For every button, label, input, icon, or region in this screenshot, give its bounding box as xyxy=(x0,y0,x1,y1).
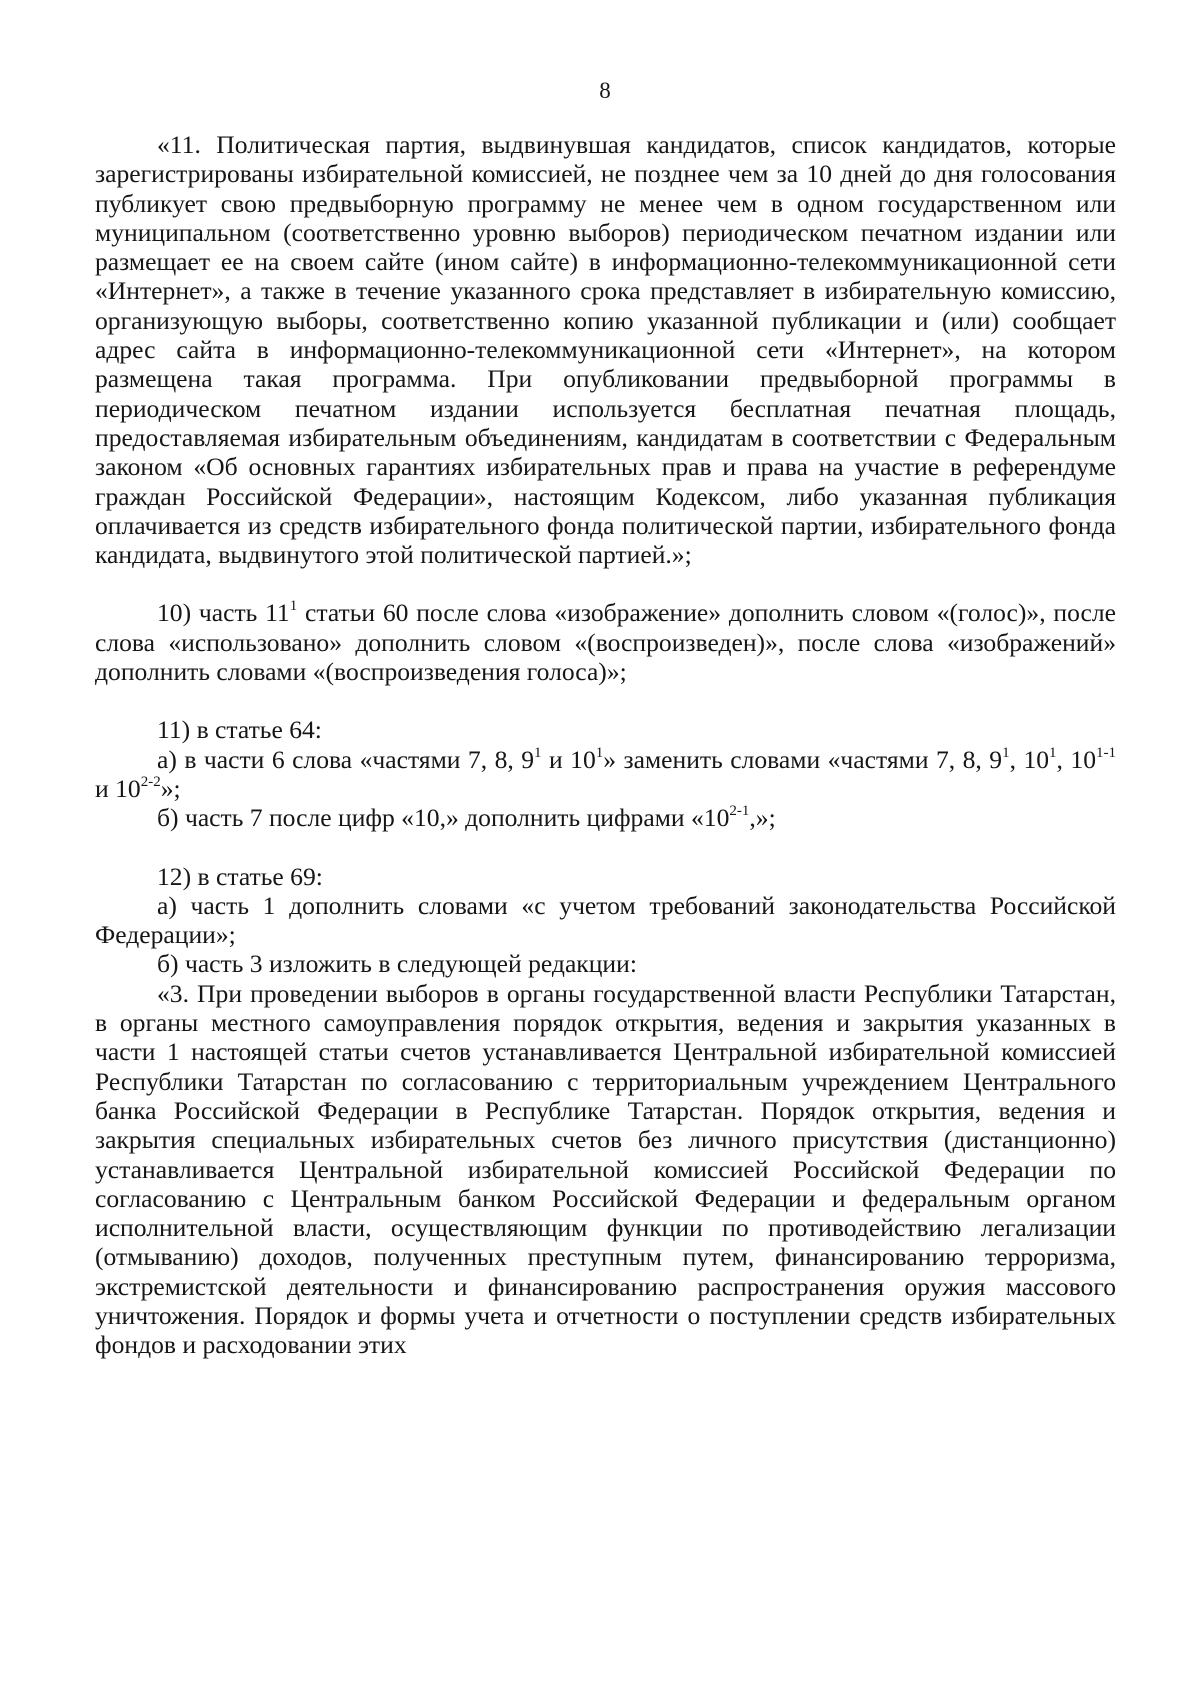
text-run: , 10 xyxy=(1009,744,1050,774)
text-run: и 10 xyxy=(95,773,141,803)
superscript: 1 xyxy=(289,598,298,615)
text-run: и 10 xyxy=(541,744,596,774)
paragraph-item-11-b xyxy=(95,803,1116,832)
paragraph-item-12: 12) в статье 69: xyxy=(157,861,323,891)
text-run: 10) часть 11 xyxy=(157,598,290,628)
text-run: статьи 60 после слова «изображение» дополнить словом «(голос)», после слова «использовано» дополнить словом «(воспроизведен)», после слова «изображений» дополнить словами «(воспроизведения голоса)»; xyxy=(95,598,1116,687)
superscript: 2-2 xyxy=(140,773,161,790)
text-run: » заменить словами «частями 7, 8, 9 xyxy=(603,744,1003,774)
text-run: , 10 xyxy=(1056,744,1096,774)
paragraph-item-11-a xyxy=(95,745,1116,804)
superscript: 1 xyxy=(1002,744,1010,761)
superscript: 1 xyxy=(534,744,542,761)
page-number: 8 xyxy=(599,78,611,103)
superscript: 1-1 xyxy=(1096,744,1116,761)
superscript: 1 xyxy=(1049,744,1057,761)
paragraph-item-10 xyxy=(95,598,1116,686)
paragraph-item-12-b: б) часть 3 изложить в следующей редакции: xyxy=(157,949,637,979)
text-run: а) в части 6 слова «частями 7, 8, 9 xyxy=(157,744,535,774)
text-run: ,»; xyxy=(749,803,776,833)
text-run: б) часть 7 после цифр «10,» дополнить цифрами «10 xyxy=(157,803,730,833)
paragraph-article-3-quote: «3. При проведении выборов в органы государственной власти Республики Татарстан, в органы местного самоуправления порядок открытия, ведения и закрытия указанных в части 1 настоящей статьи счетов устанавливается Центральной избирательной комиссией Республики Татарстан по согласованию с территориальным учреждением Центрального банка Российской Федерации в Республике Татарстан. Порядок открытия, ведения и закрытия специальных избирательных счетов без личного присутствия (дистанционно) устанавливается Центральной избирательной комиссией Российской Федерации по согласованию с Центральным банком Российской Федерации и федеральным органом исполнительной власти, осуществляющим функции по противодействию легализации (отмыванию) доходов, полученных преступным путем, финансированию терроризма, экстремистской деятельности и финансированию распространения оружия массового уничтожения. Порядок и формы учета и отчетности о поступлении средств избирательных фондов и расходовании этих xyxy=(95,978,1116,1360)
superscript: 2-1 xyxy=(729,803,750,820)
document-body xyxy=(95,130,1116,1360)
text-run: »; xyxy=(160,773,181,803)
paragraph-item-12-a: а) часть 1 дополнить словами «с учетом требований законодательства Российской Федерации»; xyxy=(95,890,1116,950)
paragraph-article-11-quote: «11. Политическая партия, выдвинувшая кандидатов, список кандидатов, которые зарегистрированы избирательной комиссией, не позднее чем за 10 дней до дня голосования публикует свою предвыборную программу не менее чем в одном государственном или муниципальном (соответственно уровню выборов) периодическом печатном издании или размещает ее на своем сайте (ином сайте) в информационно-телекоммуникационной сети «Интернет», а также в течение указанного срока представляет в избирательную комиссию, организующую выборы, соответственно копию указанной публикации и (или) сообщает адрес сайта в информационно-телекоммуникационной сети «Интернет», на котором размещена такая программа. При опубликовании предвыборной программы в периодическом печатном издании используется бесплатная печатная площадь, предоставляемая избирательным объединениям, кандидатам в соответствии с Федеральным законом «Об основных гарантиях избирательных прав и права на участие в референдуме граждан Российской Федерации», настоящим Кодексом, либо указанная публикация оплачивается из средств избирательного фонда политической партии, избирательного фонда кандидата, выдвинутого этой политической партией.»; xyxy=(95,130,1116,570)
superscript: 1 xyxy=(595,744,604,761)
paragraph-item-11: 11) в статье 64: xyxy=(157,715,322,745)
